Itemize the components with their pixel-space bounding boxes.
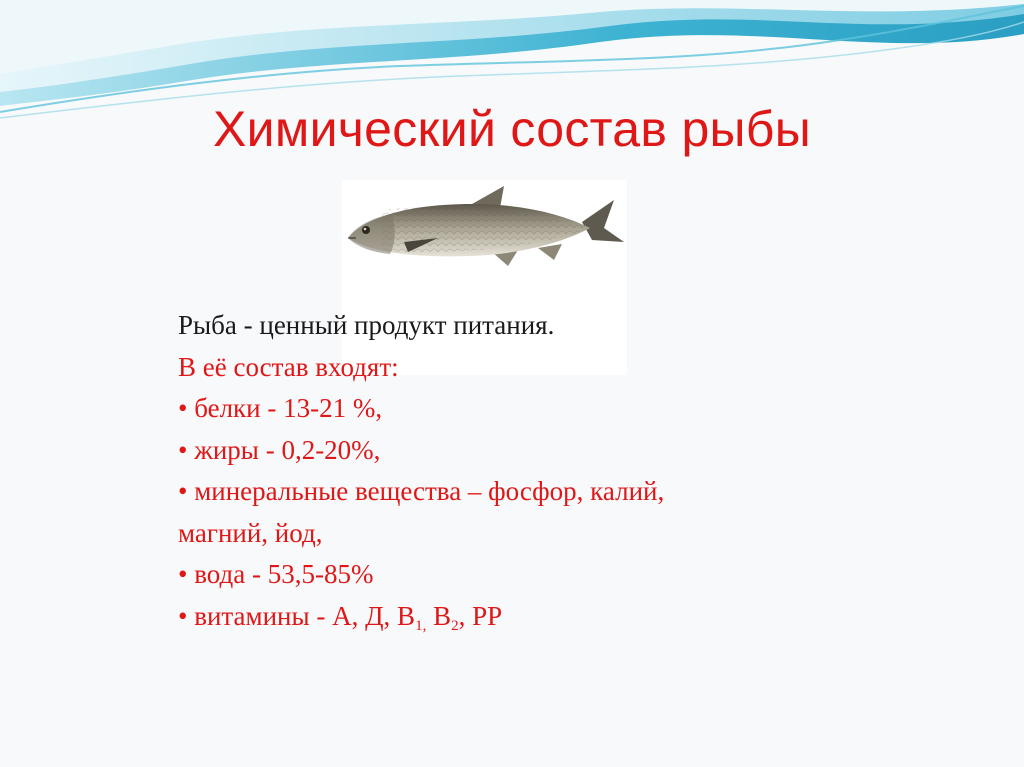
vitamins-prefix: • витамины - А, Д, В	[178, 600, 416, 631]
slide-title: Химический состав рыбы	[213, 101, 811, 157]
fish-icon	[342, 180, 627, 280]
item-water: • вода - 53,5-85%	[178, 559, 374, 589]
vitamin-b2-letter: В	[426, 600, 452, 631]
vitamin-b2-subscript: 2	[451, 617, 459, 634]
vitamins-suffix: , РР	[458, 600, 503, 631]
composition-heading: В её состав входят:	[178, 351, 399, 382]
item-proteins: • белки - 13-21 %,	[178, 393, 383, 423]
vitamin-b1-subscript: 1,	[415, 617, 427, 634]
item-minerals-continued: магний, йод,	[178, 517, 323, 548]
item-minerals: • минеральные вещества – фосфор, калий,	[178, 476, 665, 506]
item-vitamins	[178, 596, 898, 638]
item-fats: • жиры - 0,2-20%,	[178, 434, 381, 465]
composition-text	[178, 305, 898, 637]
intro-line: Рыба - ценный продукт питания.	[178, 310, 555, 340]
